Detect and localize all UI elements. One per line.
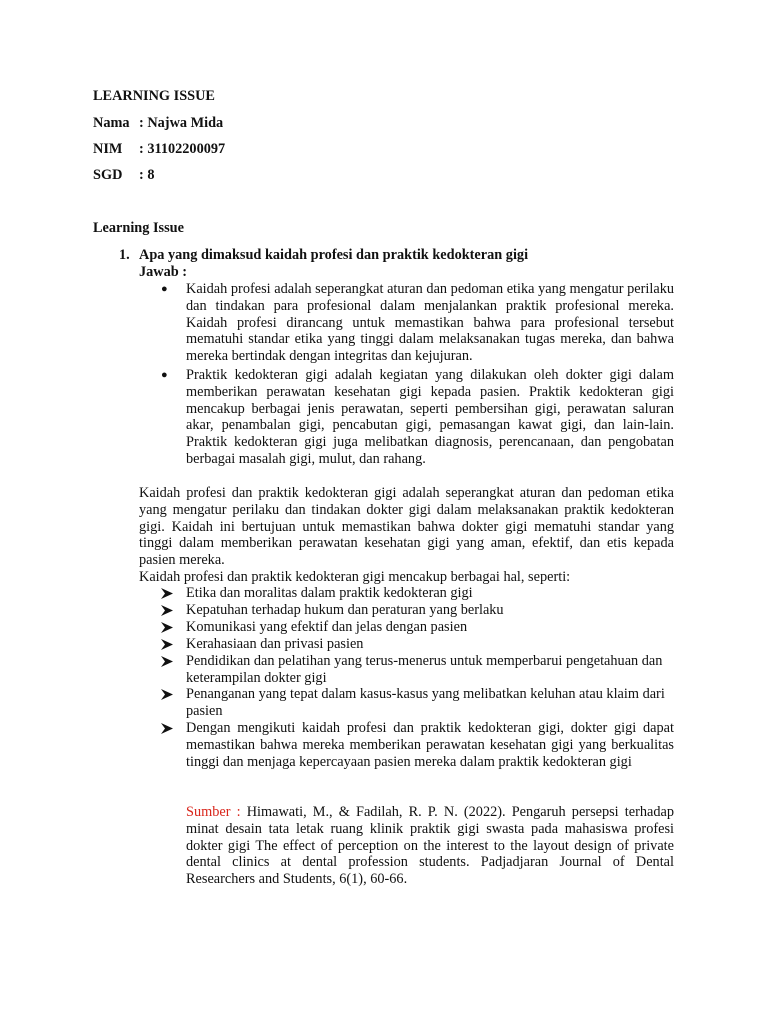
scope-item: Etika dan moralitas dalam praktik kedokteran gigi	[186, 585, 473, 601]
bullet-dot-icon: ●	[161, 369, 168, 381]
arrow-bullet-icon	[161, 636, 175, 653]
scope-item: Dengan mengikuti kaidah profesi dan praktik kedokteran gigi, dokter gigi dapat memastikan bahwa mereka memberikan perawatan kesehatan gigi yang berkualitas tinggi dan menjaga kepercayaan pasien mereka dalam praktik kedokteran gigi	[186, 720, 674, 770]
question-text: Apa yang dimaksud kaidah profesi dan praktik kedokteran gigi	[139, 247, 529, 263]
document-title: LEARNING ISSUE	[93, 88, 215, 104]
source-label: Sumber :	[186, 804, 241, 820]
arrow-bullet-icon	[161, 686, 175, 703]
section-heading: Learning Issue	[93, 220, 184, 236]
question-number: 1.	[119, 247, 130, 263]
arrow-bullet-icon	[161, 619, 175, 636]
scope-item: Penanganan yang tepat dalam kasus-kasus yang melibatkan keluhan atau klaim dari pasien	[186, 686, 665, 719]
scope-item: Komunikasi yang efektif dan jelas dengan pasien	[186, 619, 468, 635]
summary-paragraph: Kaidah profesi dan praktik kedokteran gigi adalah seperangkat aturan dan pedoman etika yang mengatur perilaku dan tindakan dokter gigi dalam melaksanakan praktik kedokteran gigi. Kaidah ini bertujuan untuk memastikan bahwa dokter gigi mematuhi standar yang tinggi dalam memberikan perawatan kesehatan gigi yang aman, efektif, dan etis kepada pasien mereka.	[139, 485, 674, 569]
sgd-value: : 8	[139, 167, 155, 183]
source-text: Himawati, M., & Fadilah, R. P. N. (2022). Pengaruh persepsi terhadap minat desain tata letak ruang klinik praktik gigi swasta pada mahasiswa profesi dokter gigi The effect of perception on the interest to the layout design of private dental clinics at dental profession students. Padjadjaran Journal of Dental Researchers and Students, 6(1), 60-66.	[186, 804, 674, 888]
nim-value: : 31102200097	[139, 141, 226, 157]
nim-label: NIM	[93, 141, 123, 157]
answer-label: Jawab :	[139, 264, 188, 280]
scope-intro: Kaidah profesi dan praktik kedokteran gigi mencakup berbagai hal, seperti:	[139, 569, 571, 585]
bullet-dot-icon: ●	[161, 283, 168, 295]
source-citation	[186, 804, 674, 888]
name-label: Nama	[93, 115, 130, 131]
name-value: : Najwa Mida	[139, 115, 224, 131]
answer-bullet: Kaidah profesi adalah seperangkat aturan dan pedoman etika yang mengatur perilaku dan tindakan para profesional dalam menjalankan praktik profesional mereka. Kaidah profesi dirancang untuk memastikan bahwa para profesional tersebut mematuhi standar etika yang tinggi dalam melaksanakan tugas mereka, dan bahwa mereka bertindak dengan integritas dan kejujuran.	[186, 281, 674, 365]
arrow-bullet-icon	[161, 720, 175, 737]
scope-item: Pendidikan dan pelatihan yang terus-menerus untuk memperbarui pengetahuan dan keterampilan dokter gigi	[186, 653, 663, 686]
answer-bullet: Praktik kedokteran gigi adalah kegiatan yang dilakukan oleh dokter gigi dalam memberikan perawatan kesehatan gigi kepada pasien. Praktik kedokteran gigi mencakup berbagai jenis perawatan, seperti pembersihan gigi, perawatan saluran akar, penambalan gigi, pencabutan gigi, pemasangan kawat gigi, dan lain-lain. Praktik kedokteran gigi juga melibatkan diagnosis, perencanaan, dan pengobatan berbagai masalah gigi, mulut, dan rahang.	[186, 367, 674, 467]
arrow-bullet-icon	[161, 585, 175, 602]
sgd-label: SGD	[93, 167, 123, 183]
scope-item: Kerahasiaan dan privasi pasien	[186, 636, 364, 652]
arrow-bullet-icon	[161, 602, 175, 619]
arrow-bullet-icon	[161, 653, 175, 670]
scope-item: Kepatuhan terhadap hukum dan peraturan yang berlaku	[186, 602, 504, 618]
